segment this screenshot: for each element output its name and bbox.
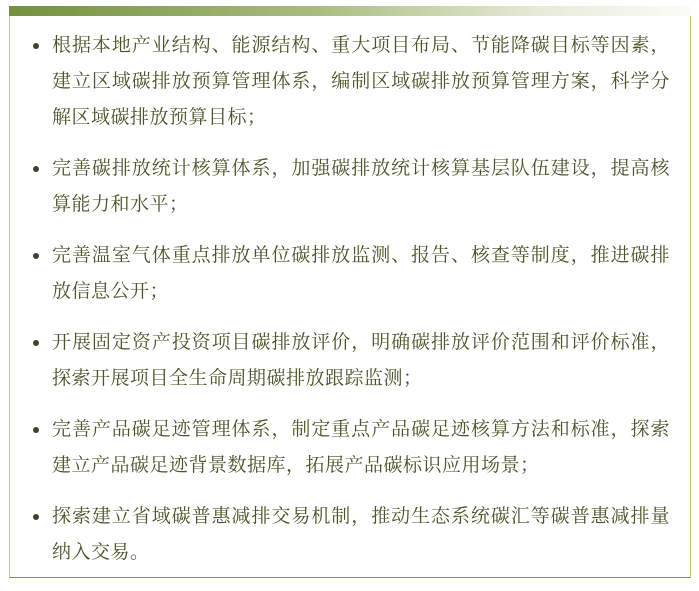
highlight-box <box>9 16 691 578</box>
list-item <box>30 151 670 223</box>
list-item <box>30 499 670 571</box>
list-item-text: 完善温室气体重点排放单位碳排放监测、报告、核查等制度，推进碳排放信息公开； <box>52 245 670 302</box>
bullet-icon <box>33 340 39 346</box>
list-item-text: 开展固定资产投资项目碳排放评价，明确碳排放评价范围和评价标准，探索开展项目全生命周期碳排放跟踪监测； <box>52 332 670 389</box>
list-item-text: 完善碳排放统计核算体系，加强碳排放统计核算基层队伍建设，提高核算能力和水平； <box>52 158 670 215</box>
list-item <box>30 412 670 484</box>
list-item <box>30 238 670 310</box>
bullet-icon <box>33 514 39 520</box>
point-list <box>30 28 670 571</box>
list-item <box>30 325 670 397</box>
list-item-text: 根据本地产业结构、能源结构、重大项目布局、节能降碳目标等因素，建立区域碳排放预算管理体系，编制区域碳排放预算管理方案，科学分解区域碳排放预算目标； <box>52 35 670 128</box>
list-item-text: 完善产品碳足迹管理体系，制定重点产品碳足迹核算方法和标准，探索建立产品碳足迹背景数据库，拓展产品碳标识应用场景； <box>52 419 670 476</box>
list-item <box>30 28 670 136</box>
bullet-icon <box>33 253 39 259</box>
top-accent-bar <box>9 6 691 16</box>
bullet-icon <box>33 166 39 172</box>
bullet-icon <box>33 43 39 49</box>
list-item-text: 探索建立省域碳普惠减排交易机制，推动生态系统碳汇等碳普惠减排量纳入交易。 <box>52 506 670 563</box>
bullet-icon <box>33 427 39 433</box>
